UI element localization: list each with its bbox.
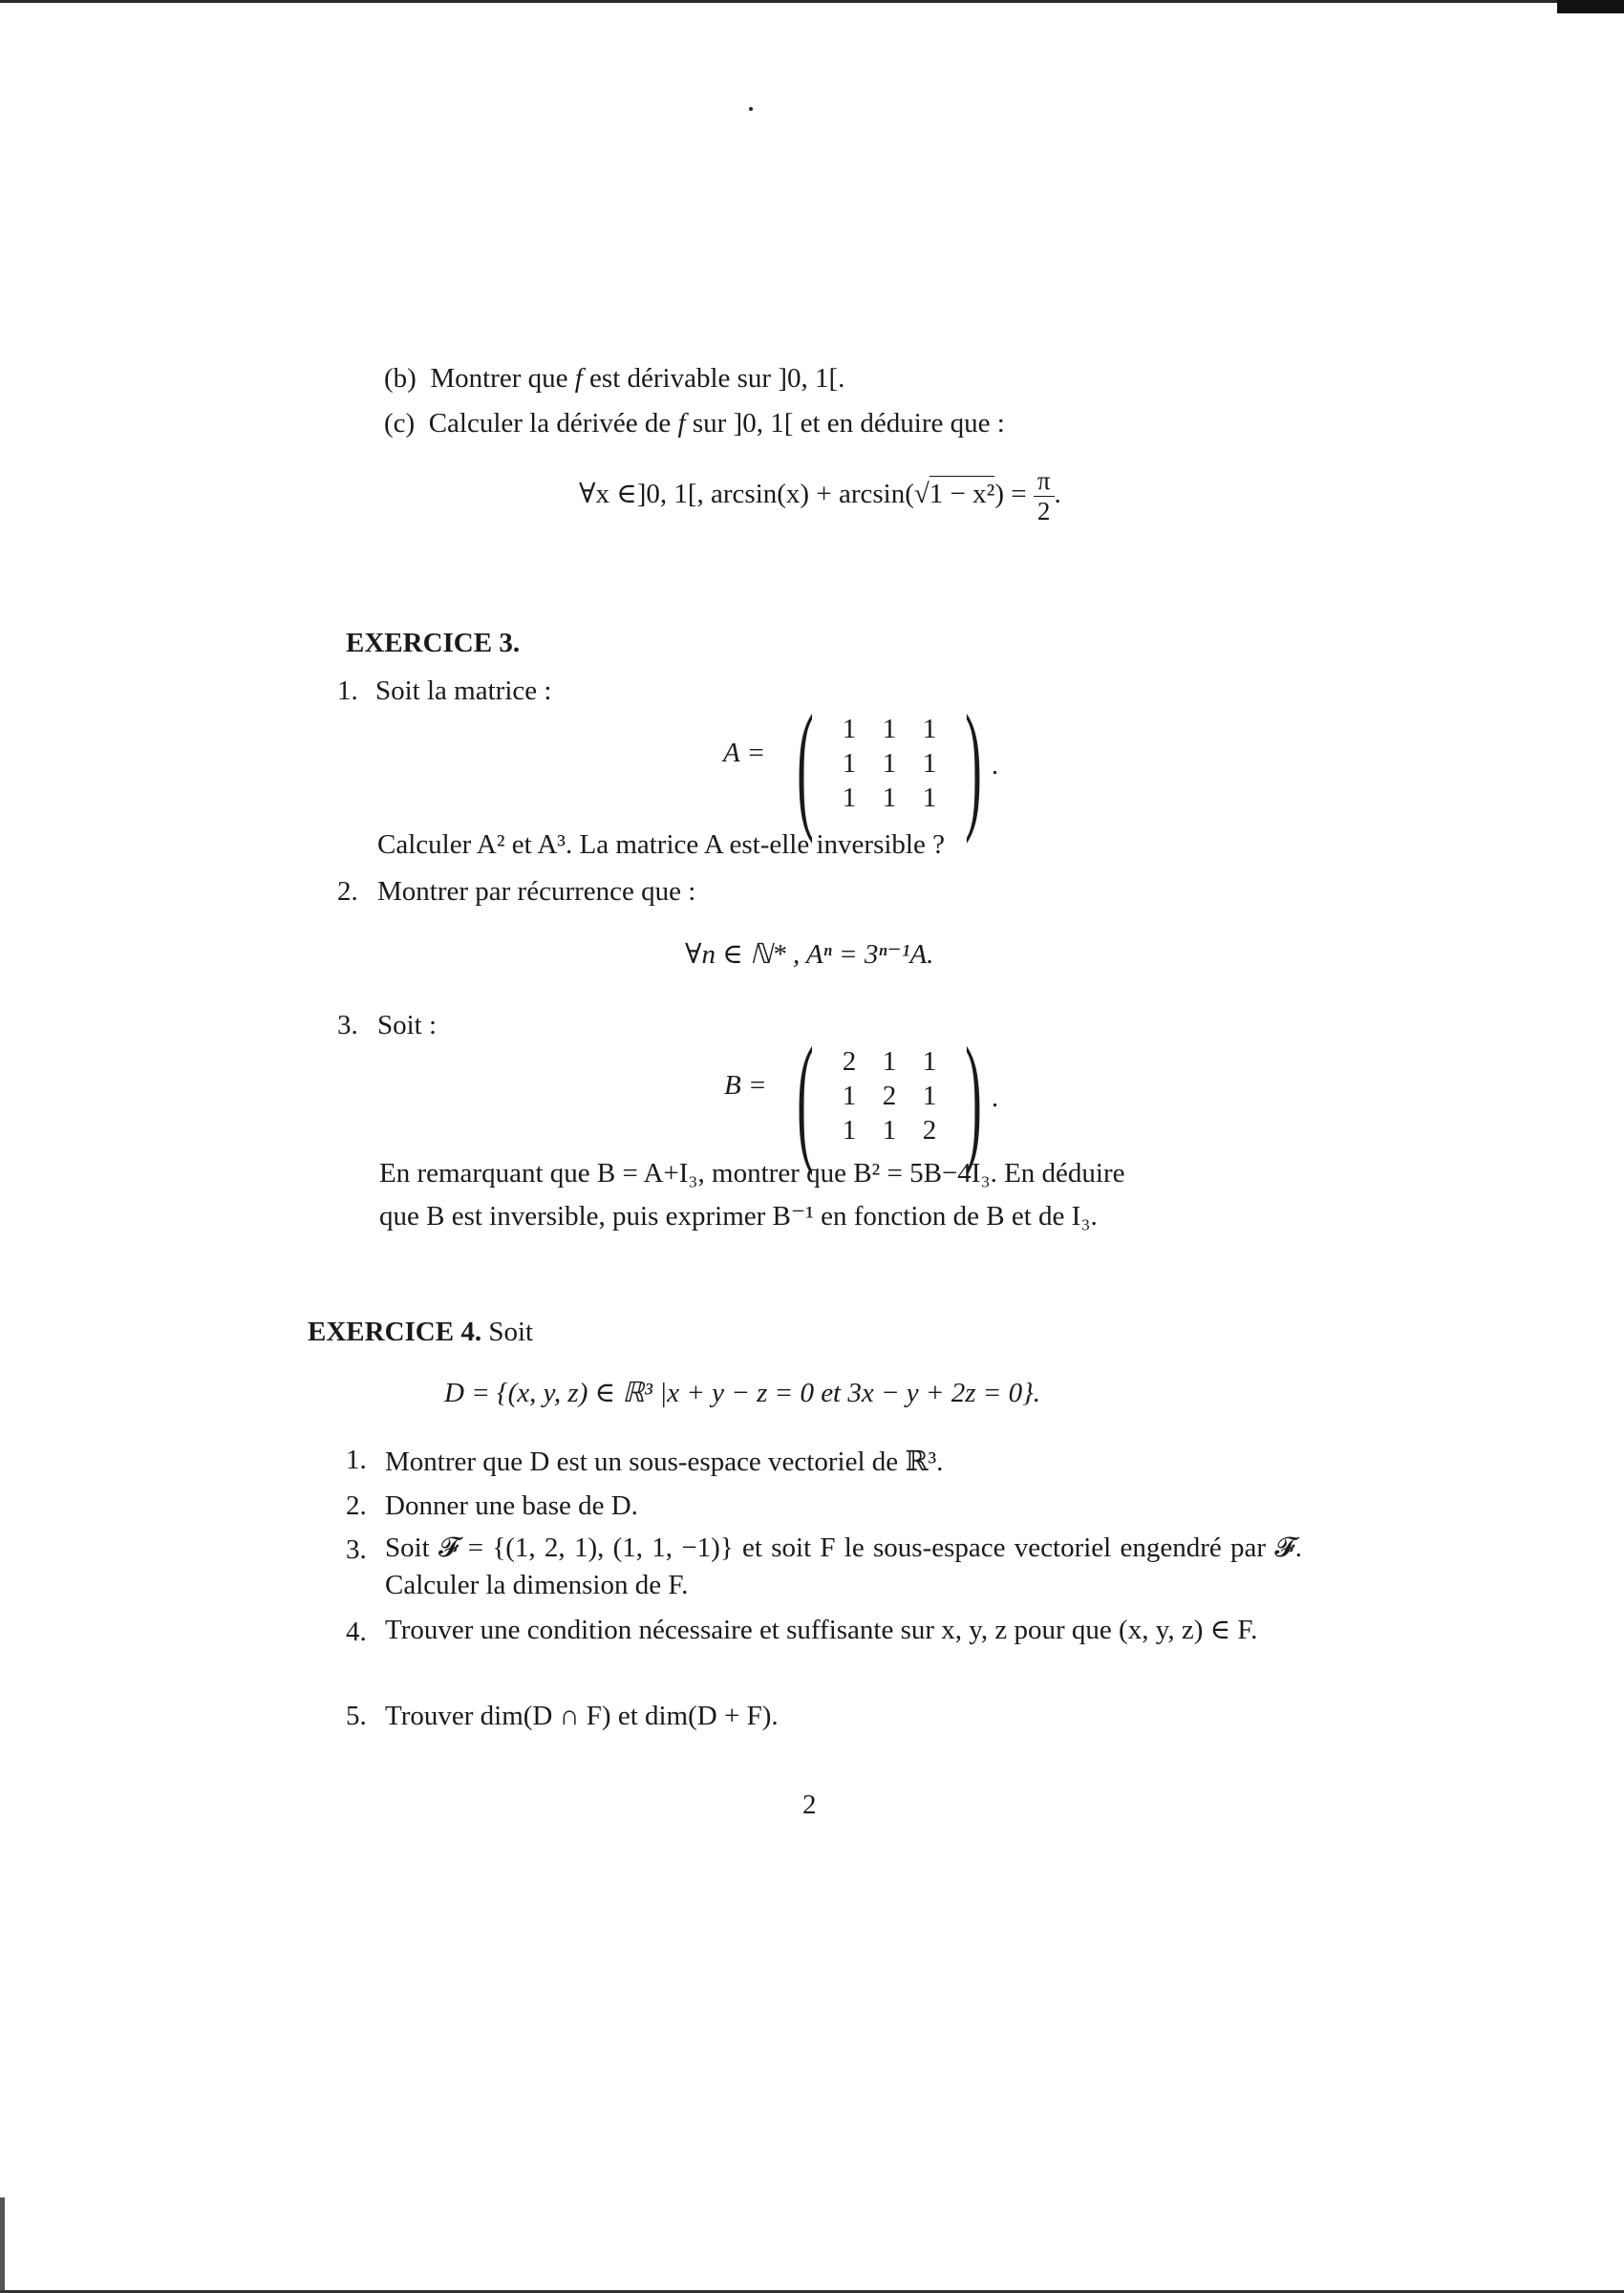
arcsin-formula-end: . (1054, 479, 1061, 510)
part-c-label: (c) (384, 408, 416, 439)
matrix-a-cell: 1 (922, 782, 937, 813)
matrix-b-cell: 1 (922, 1046, 937, 1077)
pi-over-two (1034, 466, 1055, 526)
matrix-a-cell: 1 (842, 714, 857, 744)
matrix-b: ( 2 1 1 1 2 1 1 1 2 ) . (797, 1018, 999, 1177)
matrix-b-cell: 1 (882, 1046, 897, 1077)
arcsin-formula-pre: ∀x ∈]0, 1[, arcsin(x) + arcsin( (579, 479, 914, 510)
arcsin-formula-post: ) = (994, 479, 1027, 510)
matrix-b-cell: 2 (842, 1046, 857, 1077)
matrix-b-grid (829, 1046, 950, 1149)
left-paren: ( (797, 686, 814, 845)
ex4-item-number: 3. (346, 1534, 367, 1565)
ex3-q2-number: 2. (337, 876, 358, 907)
matrix-b-cell: 1 (842, 1081, 857, 1111)
exercise-4-intro: Soit (488, 1317, 534, 1347)
frac-denominator: 2 (1036, 497, 1051, 525)
matrix-b-label: B = (724, 1070, 767, 1101)
ex3-q3-line2: que B est inversible, puis exprimer B⁻¹ en fonction de B et de I₃. (379, 1201, 1098, 1232)
part-b-label: (b) (384, 363, 417, 394)
set-d-definition: D = {(x, y, z) ∈ ℝ³ |x + y − z = 0 et 3x − y + 2z = 0}. (444, 1378, 1040, 1408)
part-c-f: f (677, 408, 686, 439)
part-b-text: Montrer que (430, 363, 568, 394)
part-b-rest: est dérivable sur ]0, 1[. (589, 363, 845, 394)
matrix-a-cell: 1 (842, 748, 857, 779)
ex4-item-text: Soit 𝓕 = {(1, 2, 1), (1, 1, −1)} et soit F le sous-espace vectoriel engendré par 𝓕. Calculer la dimension de F. (385, 1532, 1302, 1600)
part-c-text: Calculer la dérivée de (428, 408, 672, 439)
part-b-f: f (574, 363, 583, 394)
ex3-q2-text: Montrer par récurrence que : (377, 876, 696, 907)
matrix-a-label: A = (723, 738, 766, 768)
matrix-a-cell: 1 (922, 714, 937, 744)
ex4-item-text: Montrer que D est un sous-espace vectoriel de ℝ³. (385, 1447, 944, 1477)
ex4-item-text: Donner une base de D. (385, 1490, 638, 1521)
matrix-b-cell: 2 (922, 1115, 937, 1146)
exercise-4-title: EXERCICE 4. (308, 1317, 482, 1347)
ex3-q1-text: Soit la matrice : (375, 675, 552, 706)
part-c (384, 408, 1005, 439)
ex4-item-number: 4. (346, 1617, 367, 1647)
part-c-rest: sur ]0, 1[ et en déduire que : (692, 408, 1005, 439)
ex4-item-text: Trouver une condition nécessaire et suffisante sur x, y, z pour que (x, y, z) ∈ F. (385, 1615, 1258, 1645)
right-paren: ) (965, 1018, 982, 1177)
matrix-a-cell: 1 (882, 714, 897, 744)
exercise-3-title: EXERCICE 3. (346, 628, 521, 658)
ex4-item-text: Trouver dim(D ∩ F) et dim(D + F). (385, 1701, 779, 1731)
scan-corner-mark (1557, 0, 1624, 13)
left-paren: ( (797, 1018, 814, 1177)
matrix-a-grid (829, 714, 950, 817)
matrix-b-cell: 1 (882, 1115, 897, 1146)
ex3-q2-formula: ∀n ∈ ℕ* , Aⁿ = 3ⁿ⁻¹A. (685, 939, 934, 970)
scan-top-edge (0, 0, 1624, 3)
arcsin-formula: ∀x ∈]0, 1[, arcsin(x) + arcsin(√1 − x²) = $\frac{\pi}{2}$ . (579, 466, 1061, 525)
matrix-a-cell: 1 (922, 748, 937, 779)
scan-left-edge (0, 2197, 5, 2293)
matrix-b-cell: 2 (882, 1081, 897, 1111)
ex3-q3-line1: En remarquant que B = A+I₃, montrer que B² = 5B−4I₃. En déduire (379, 1158, 1125, 1189)
matrix-a-cell: 1 (842, 782, 857, 813)
right-paren: ) (965, 686, 982, 845)
frac-numerator: π (1034, 466, 1055, 497)
ex4-item-number: 2. (346, 1490, 367, 1521)
page-number: 2 (802, 1789, 817, 1820)
matrix-a-cell: 1 (882, 782, 897, 813)
ex4-item-number: 5. (346, 1701, 367, 1731)
ex3-q1-number: 1. (337, 675, 358, 706)
exercise-4-heading (308, 1317, 533, 1348)
arcsin-formula-sqrt: 1 − x² (930, 476, 995, 510)
ex3-q3-text: Soit : (377, 1010, 438, 1040)
ex3-q1-question: Calculer A² et A³. La matrice A est-elle inversible ? (377, 829, 945, 860)
matrix-a: ( 1 1 1 1 1 1 1 1 1 ) . (797, 686, 999, 845)
part-b (384, 363, 844, 395)
ex4-item-number: 1. (346, 1445, 367, 1475)
scan-speck (749, 107, 753, 111)
ex3-q3-number: 3. (337, 1010, 358, 1040)
matrix-a-cell: 1 (882, 748, 897, 779)
matrix-b-cell: 1 (922, 1081, 937, 1111)
matrix-b-cell: 1 (842, 1115, 857, 1146)
